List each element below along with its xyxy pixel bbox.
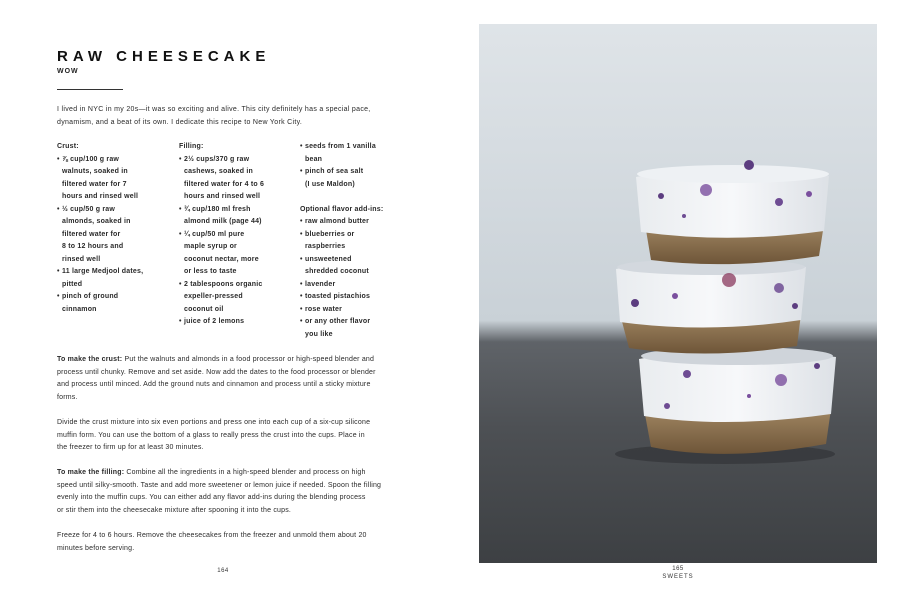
section-name: SWEETS	[662, 574, 694, 580]
method-text: evenly into the muffin cups. You can either add any flavor add-ins during the blending process	[57, 494, 366, 501]
ingredient-item	[300, 141, 400, 166]
ingredient-line: 8 to 12 hours and	[62, 243, 124, 250]
ingredient-line: walnuts, soaked in	[62, 168, 128, 175]
ingredient-item	[300, 229, 400, 254]
filling-continued-list	[300, 141, 400, 191]
crust-heading: Crust:	[57, 143, 79, 150]
filling-heading: Filling:	[179, 143, 204, 150]
ingredient-item	[179, 154, 291, 204]
ingredient-line: rinsed well	[62, 255, 101, 263]
ingredient-item	[179, 229, 291, 279]
method-paragraph	[57, 354, 389, 404]
method-line	[57, 467, 389, 480]
ingredient-item	[300, 316, 400, 341]
ingredient-line: • seeds from 1 vanilla	[305, 143, 376, 150]
method-line	[57, 354, 389, 367]
ingredient-line: cinnamon	[62, 305, 97, 313]
method-text: speed until silky-smooth. Taste and add more sweetener or lemon juice if needed. Spoon the filling	[57, 481, 382, 489]
crust-ingredients	[57, 141, 167, 316]
ingredient-line: filtered water for 7	[62, 180, 127, 188]
ingredient-line: • ⅞ cup/100 g raw	[62, 155, 120, 163]
method-line	[57, 430, 389, 443]
ingredient-item	[300, 304, 400, 317]
ingredient-line: • 11 large Medjool dates,	[62, 268, 144, 275]
recipe-subtitle: WOW	[57, 68, 79, 75]
method-text: minutes before serving.	[57, 544, 135, 552]
ingredient-line: hours and rinsed well	[184, 193, 261, 200]
method-text: and process until minced. Add the ground nuts and cinnamon and process until a sticky mixture	[57, 381, 371, 388]
method-line	[57, 543, 389, 556]
ingredient-line: • unsweetened	[305, 255, 352, 263]
stacked-cheesecakes-photo	[479, 24, 877, 563]
method-text: or stir them into the cheesecake mixture after spooning it into the cups.	[57, 506, 292, 514]
method-text: muffin form. You can use the bottom of a glass to really press the crust into the cups. Place in	[57, 431, 365, 439]
ingredient-line: • pinch of sea salt	[305, 168, 364, 175]
method-step-heading: To make the filling:	[57, 469, 125, 476]
ingredient-line: almonds, soaked in	[62, 218, 131, 225]
title-divider	[57, 89, 123, 90]
intro-line: dynamism, and a beat of its own. I dedicate this recipe to New York City.	[57, 118, 303, 126]
method-line	[57, 480, 389, 493]
method-line	[57, 505, 389, 518]
ingredient-line: • raw almond butter	[305, 218, 370, 225]
ingredient-line: or less to taste	[184, 268, 237, 275]
filling-ingredients	[179, 141, 291, 329]
crust-list	[57, 154, 167, 317]
method-line	[57, 379, 389, 392]
ingredient-line: • rose water	[305, 305, 343, 313]
method-line	[57, 392, 389, 405]
method-step-heading: To make the crust:	[57, 356, 123, 363]
ingredient-item	[300, 279, 400, 292]
method-line	[57, 530, 389, 543]
ingredient-item	[300, 166, 400, 191]
ingredient-line: you like	[305, 330, 333, 338]
method-text: Freeze for 4 to 6 hours. Remove the cheesecakes from the freezer and unmold them about 20	[57, 532, 367, 539]
method-line	[57, 442, 389, 455]
method-line	[57, 492, 389, 505]
ingredient-item	[300, 216, 400, 229]
method-text: process until chunky. Remove and set aside. Now add the dates to the food processor or blender	[57, 368, 376, 376]
method-paragraph	[57, 530, 389, 555]
ingredient-line: • lavender	[305, 280, 336, 288]
ingredient-line: filtered water for	[62, 230, 121, 238]
method-paragraph	[57, 417, 389, 455]
ingredient-line: • ¼ cup/50 ml pure	[184, 230, 245, 238]
ingredient-line: maple syrup or	[184, 243, 237, 250]
ingredient-line: • 2 tablespoons organic	[184, 280, 263, 288]
ingredient-line: shredded coconut	[305, 268, 369, 275]
ingredient-item	[57, 291, 167, 316]
ingredient-line: pitted	[62, 280, 83, 288]
addins-list	[300, 216, 400, 341]
method-text: Divide the crust mixture into six even portions and press one into each cup of a six-cup silicone	[57, 419, 371, 426]
ingredient-line: • blueberries or	[305, 230, 355, 238]
method-line	[57, 417, 389, 430]
method-text: forms.	[57, 393, 78, 401]
ingredient-line: raspberries	[305, 243, 346, 250]
ingredient-line: almond milk (page 44)	[184, 218, 262, 225]
ingredient-item	[57, 204, 167, 267]
filling-list	[179, 154, 291, 329]
ingredient-line: expeller-pressed	[184, 293, 243, 300]
addins-heading: Optional flavor add-ins:	[300, 205, 384, 213]
filling-continued-and-addins	[300, 141, 400, 341]
ingredient-line: coconut nectar, more	[184, 255, 259, 263]
ingredient-line: (I use Maldon)	[305, 180, 355, 188]
recipe-title: RAW CHEESECAKE	[57, 48, 271, 65]
intro-line: I lived in NYC in my 20s—it was so exciting and alive. This city definitely has a special pace,	[57, 106, 371, 113]
ingredient-line: cashews, soaked in	[184, 168, 253, 175]
ingredient-item	[300, 291, 400, 304]
method-paragraph	[57, 467, 389, 517]
ingredient-line: • or any other flavor	[305, 318, 371, 325]
method-line	[57, 367, 389, 380]
page-number-right: 165	[672, 566, 684, 572]
method-text: Put the walnuts and almonds in a food processor or high-speed blender and	[122, 356, 375, 363]
method-text: Combine all the ingredients in a high-speed blender and process on high	[124, 469, 366, 476]
ingredient-line: • 2½ cups/370 g raw	[184, 155, 250, 163]
ingredient-item	[179, 204, 291, 229]
ingredient-line: filtered water for 4 to 6	[184, 180, 265, 188]
ingredient-line: • juice of 2 lemons	[184, 318, 245, 325]
intro-paragraph	[57, 104, 389, 129]
method-text: the freezer to firm up for at least 30 minutes.	[57, 444, 204, 451]
ingredient-line: • toasted pistachios	[305, 293, 371, 300]
ingredient-line: hours and rinsed well	[62, 193, 139, 200]
ingredient-line: coconut oil	[184, 305, 224, 313]
page-number-left: 164	[217, 568, 229, 574]
ingredient-item	[179, 279, 291, 317]
ingredient-item	[300, 254, 400, 279]
ingredient-item	[179, 316, 291, 329]
ingredient-line: • ¾ cup/180 ml fresh	[184, 205, 251, 213]
ingredient-item	[57, 266, 167, 291]
ingredient-line: • pinch of ground	[62, 293, 119, 300]
ingredient-line: bean	[305, 155, 323, 163]
ingredient-item	[57, 154, 167, 204]
ingredient-line: • ½ cup/50 g raw	[62, 205, 115, 213]
